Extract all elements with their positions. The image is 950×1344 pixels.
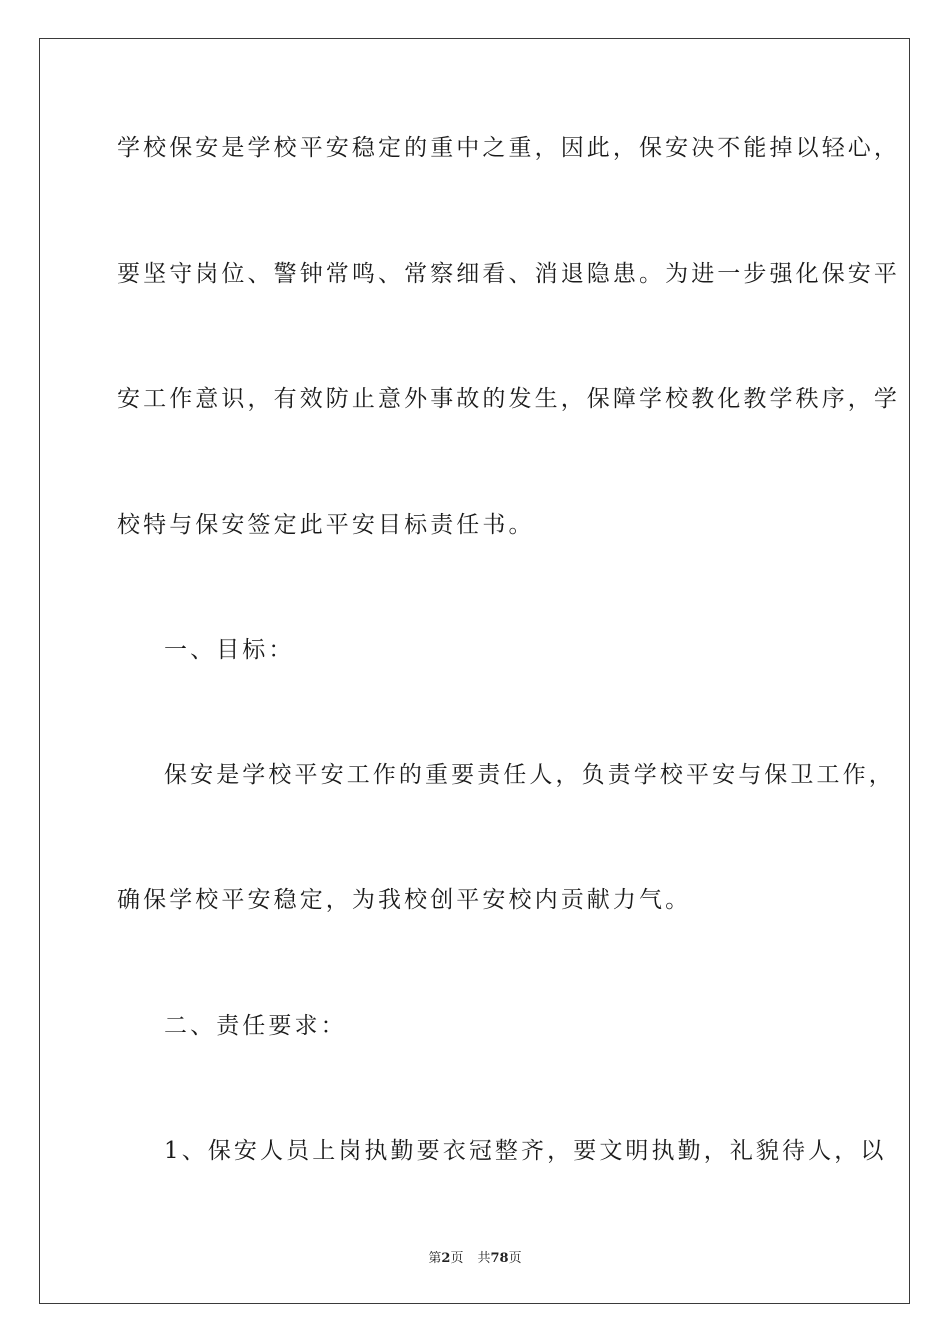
total-pages: 78 (490, 1251, 509, 1266)
page-footer (0, 1247, 950, 1266)
section-heading-requirements: 二、责任要求： (164, 1013, 347, 1039)
total-prefix: 共 (477, 1251, 491, 1266)
body-line-6: 保安是学校平安工作的重要责任人，负责学校平安与保卫工作， (164, 762, 895, 788)
current-page-number: 2 (441, 1251, 451, 1266)
total-suffix: 页 (508, 1251, 522, 1266)
body-line-3: 安工作意识，有效防止意外事故的发生，保障学校教化教学秩序，学 (117, 386, 900, 412)
body-line-9: 1、保安人员上岗执勤要衣冠整齐，要文明执勤，礼貌待人，以 (164, 1138, 887, 1164)
body-line-7: 确保学校平安稳定，为我校创平安校内贡献力气。 (117, 887, 692, 913)
body-line-1: 学校保安是学校平安稳定的重中之重，因此，保安决不能掉以轻心， (117, 135, 900, 161)
body-line-4: 校特与保安签定此平安目标责任书。 (117, 512, 535, 538)
page-suffix: 页 (450, 1251, 464, 1266)
page-prefix: 第 (428, 1251, 442, 1266)
body-line-2: 要坚守岗位、警钟常鸣、常察细看、消退隐患。为进一步强化保安平 (117, 261, 900, 287)
page-border (39, 38, 910, 1304)
section-heading-goal: 一、目标： (164, 637, 295, 663)
